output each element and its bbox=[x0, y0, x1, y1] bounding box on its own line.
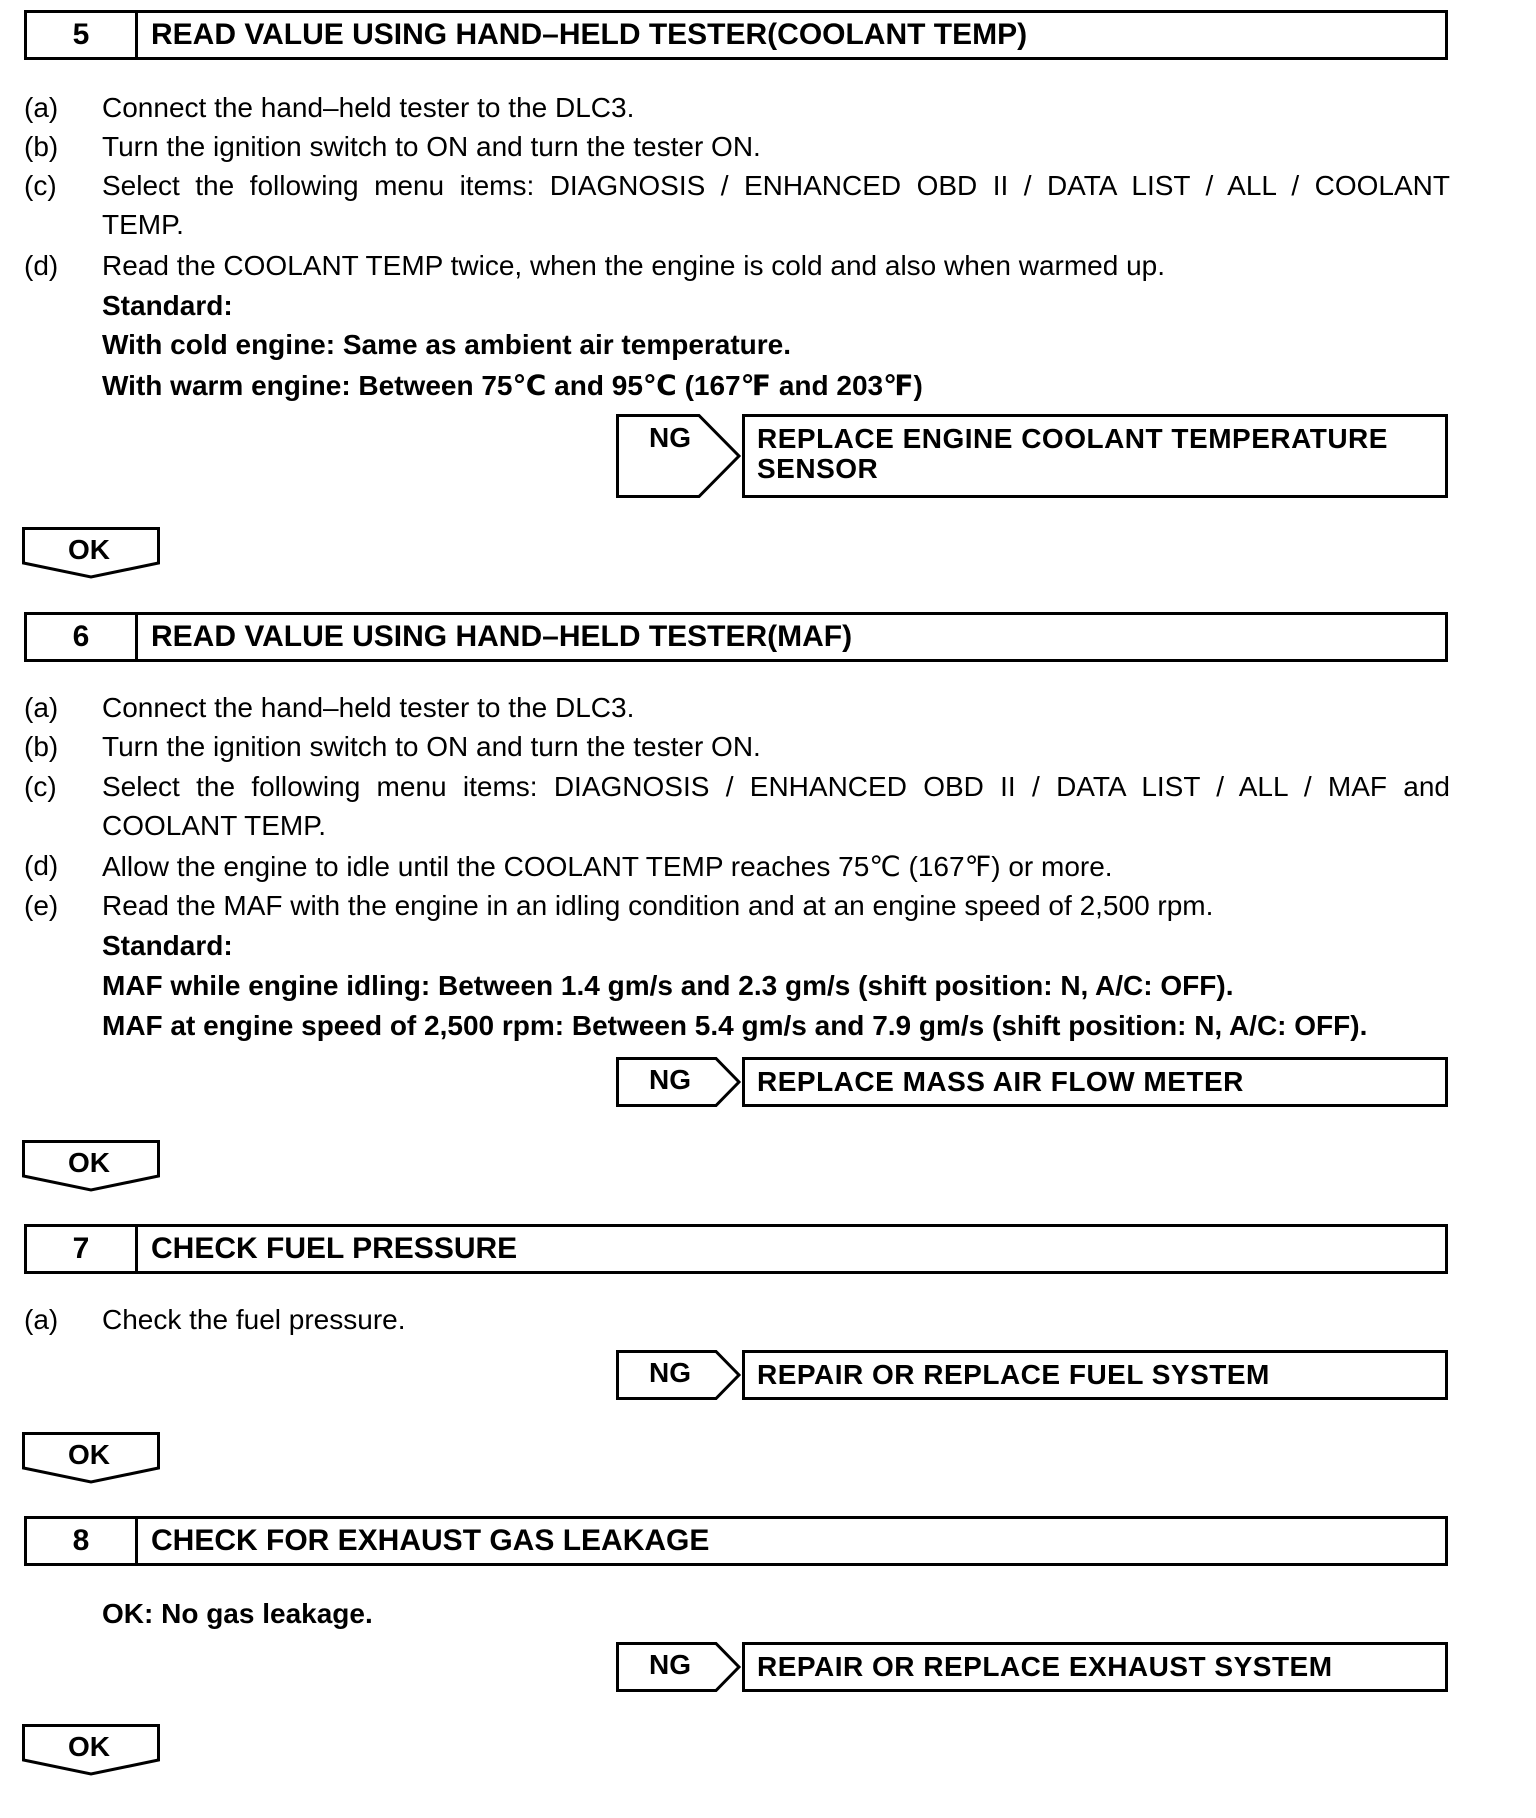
step-number: 5 bbox=[27, 13, 138, 57]
standard-heading: Standard: bbox=[102, 290, 233, 321]
ok-label: OK bbox=[68, 534, 110, 565]
step-6-header bbox=[24, 612, 1448, 662]
ng-action-box bbox=[742, 1057, 1448, 1107]
item-label: (b) bbox=[24, 731, 59, 762]
ng-action-box bbox=[742, 414, 1448, 498]
item-label: (a) bbox=[24, 1304, 59, 1335]
item-label: (e) bbox=[24, 890, 59, 921]
ng-action-text: REPAIR OR REPLACE FUEL SYSTEM bbox=[757, 1359, 1270, 1390]
ng-action-box bbox=[742, 1350, 1448, 1400]
step-number: 8 bbox=[27, 1519, 138, 1563]
ok-label: OK bbox=[68, 1731, 110, 1762]
ok-label: OK bbox=[68, 1147, 110, 1178]
ng-action-text-line2: SENSOR bbox=[757, 453, 879, 484]
standard-line: MAF while engine idling: Between 1.4 gm/s and 2.3 gm/s (shift position: N, A/C: OFF). bbox=[102, 970, 1234, 1001]
item-label: (a) bbox=[24, 92, 59, 123]
step-title: READ VALUE USING HAND–HELD TESTER(COOLANT TEMP) bbox=[151, 18, 1028, 51]
item-text-continued: COOLANT TEMP. bbox=[102, 810, 327, 841]
item-label: (a) bbox=[24, 692, 59, 723]
step-title: READ VALUE USING HAND–HELD TESTER(MAF) bbox=[151, 620, 853, 653]
item-text-continued: TEMP. bbox=[102, 209, 184, 240]
item-text: Connect the hand–held tester to the DLC3. bbox=[102, 92, 635, 123]
ng-action-text-line1: REPLACE ENGINE COOLANT TEMPERATURE bbox=[757, 423, 1388, 454]
step-number: 7 bbox=[27, 1227, 138, 1271]
step-8-header bbox=[24, 1516, 1448, 1566]
ng-label: NG bbox=[649, 422, 691, 453]
item-label: (d) bbox=[24, 850, 59, 881]
item-text: Select the following menu items: DIAGNOSIS / ENHANCED OBD II / DATA LIST / ALL / COOLANT bbox=[102, 170, 1450, 201]
step-number: 6 bbox=[27, 615, 138, 659]
item-text: Check the fuel pressure. bbox=[102, 1304, 406, 1335]
step-5-header bbox=[24, 10, 1448, 60]
item-text: Turn the ignition switch to ON and turn the tester ON. bbox=[102, 131, 761, 162]
standard-heading: Standard: bbox=[102, 930, 233, 961]
item-text: Read the COOLANT TEMP twice, when the engine is cold and also when warmed up. bbox=[102, 250, 1166, 281]
item-text: Read the MAF with the engine in an idling condition and at an engine speed of 2,500 rpm. bbox=[102, 890, 1214, 921]
ng-label: NG bbox=[649, 1649, 691, 1680]
item-text: Allow the engine to idle until the COOLANT TEMP reaches 75℃ (167℉) or more. bbox=[102, 851, 1113, 882]
item-label: (d) bbox=[24, 250, 59, 281]
step-title: CHECK FUEL PRESSURE bbox=[151, 1232, 518, 1265]
ng-action-box bbox=[742, 1642, 1448, 1692]
ng-label: NG bbox=[649, 1357, 691, 1388]
ng-action-text: REPLACE MASS AIR FLOW METER bbox=[757, 1066, 1244, 1097]
ng-label: NG bbox=[649, 1064, 691, 1095]
result-text: OK: No gas leakage. bbox=[102, 1598, 373, 1629]
ok-label: OK bbox=[68, 1439, 110, 1470]
standard-line: With warm engine: Between 75℃ and 95℃ (167℉ and 203℉) bbox=[102, 370, 923, 401]
item-text: Turn the ignition switch to ON and turn the tester ON. bbox=[102, 731, 761, 762]
item-label: (b) bbox=[24, 131, 59, 162]
standard-line: With cold engine: Same as ambient air temperature. bbox=[102, 329, 792, 360]
standard-line: MAF at engine speed of 2,500 rpm: Between 5.4 gm/s and 7.9 gm/s (shift position: N, A/C: OFF). bbox=[102, 1010, 1368, 1041]
item-text: Select the following menu items: DIAGNOSIS / ENHANCED OBD II / DATA LIST / ALL / MAF and bbox=[102, 771, 1450, 802]
item-text: Connect the hand–held tester to the DLC3. bbox=[102, 692, 635, 723]
item-label: (c) bbox=[24, 771, 57, 802]
item-label: (c) bbox=[24, 170, 57, 201]
step-title: CHECK FOR EXHAUST GAS LEAKAGE bbox=[151, 1524, 710, 1557]
ng-action-text: REPAIR OR REPLACE EXHAUST SYSTEM bbox=[757, 1651, 1333, 1682]
step-7-header bbox=[24, 1224, 1448, 1274]
